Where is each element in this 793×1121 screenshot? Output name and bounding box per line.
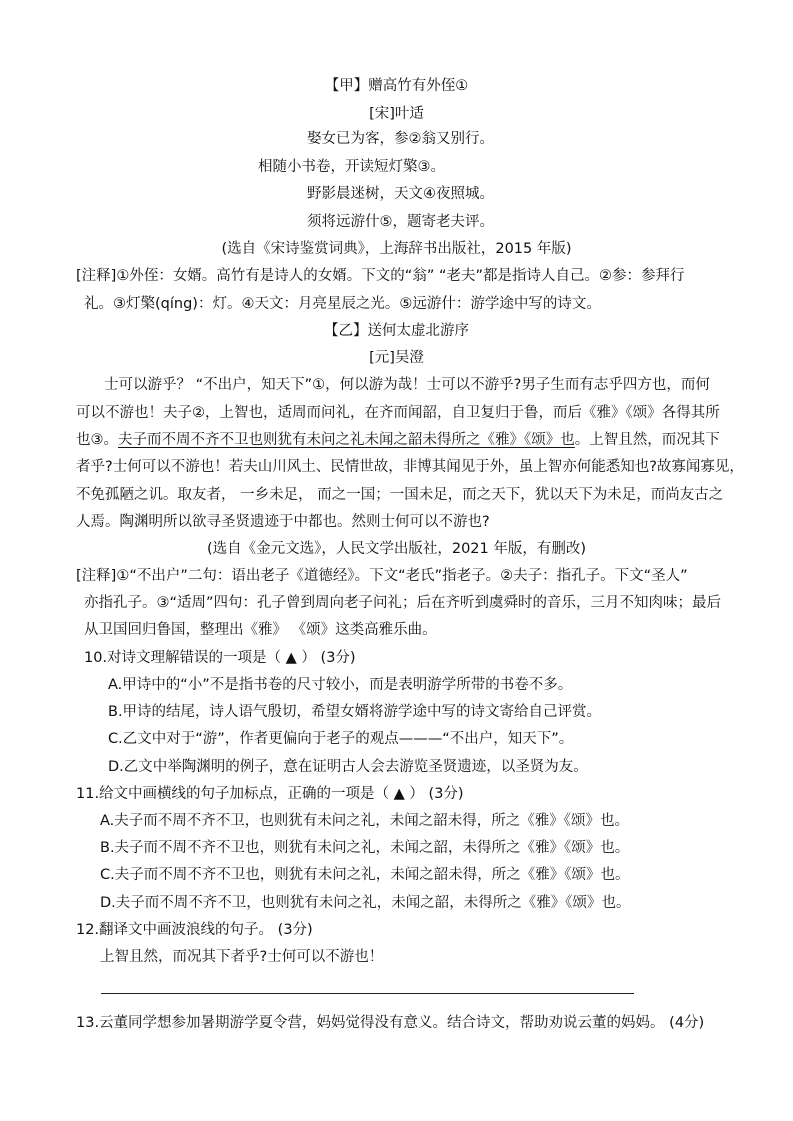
q11-option-d: D.夫子而不周不齐不卫，也则犹有未问之礼，未闻之韶，未得所之《雅》《颂》也。 <box>100 895 631 911</box>
poem-jia-line-1: 娶女已为客，参②翁又别行。 <box>307 131 494 147</box>
prose-yi-line-6: 人焉。陶渊明所以欲寻圣贤遗迹于中都也。然则士何可以不游也? <box>76 514 490 530</box>
prose-yi-title: 【乙】送何太虚北游序 <box>324 323 469 339</box>
q12-sentence: 上智且然，而况其下者乎?士何可以不游也！ <box>100 949 384 965</box>
answer-line[interactable] <box>101 993 634 994</box>
prose-yi-line-2: 可以不游也！夫子②，上智也，适周而问礼，在齐而闻韶，自卫复归于鲁，而后《雅》《颂》各得其所 <box>76 405 720 421</box>
q10-option-b: B.甲诗的结尾，诗人语气殷切，希望女婿将游学途中写的诗文寄给自己评赏。 <box>108 704 602 720</box>
poem-jia-author: [宋]叶适 <box>369 106 424 122</box>
q10-option-d: D.乙文中举陶渊明的例子，意在证明古人会去游览圣贤遗迹，以圣贤为友。 <box>108 759 588 775</box>
q11-option-b: B.夫子而不周不齐不卫也，则犹有未问之礼，未闻之韶，未得所之《雅》《颂》也。 <box>100 840 630 856</box>
poem-jia-line-3: 野影晨迷树，天文④夜照城。 <box>307 186 494 202</box>
q11-stem: 11.给文中画横线的句子加标点，正确的一项是（ ▲ ） (3分) <box>76 786 464 802</box>
poem-jia-note-line-2: 礼。③灯檠(qíng)：灯。④天文：月亮星辰之光。⑤远游什：游学途中写的诗文。 <box>84 296 601 312</box>
poem-jia-line-4: 须将远游什⑤，题寄老夫评。 <box>307 214 494 230</box>
poem-jia-source: (选自《宋诗鉴赏词典》，上海辞书出版社，2015 年版) <box>221 241 572 257</box>
prose-yi-line-4: 者乎?士何可以不游也！若夫山川风土、民情世故，非博其闻见于外，虽上智亦何能悉知也?故寡闻寡见， <box>76 459 744 475</box>
poem-jia-line-2: 相随小书卷，开读短灯檠③。 <box>258 159 445 175</box>
prose-yi-note-line-2: 亦指孔子。③“适周”四句：孔子曾到周向老子问礼；后在齐听到虞舜时的音乐，三月不知肉味；最后 <box>84 595 722 611</box>
q11-option-c: C.夫子而不周不齐不卫也，则犹有未问之礼，未闻之韶未得，所之《雅》《颂》也。 <box>100 867 630 883</box>
q10-stem: 10.对诗文理解错误的一项是（ ▲ ） (3分) <box>84 650 356 666</box>
prose-yi-note-line-1: [注释]①“不出户”二句：语出老子《道德经》。下文“老氏”指老子。②夫子：指孔子。下文“圣人” <box>76 568 688 584</box>
prose-yi-author: [元]吴澄 <box>369 350 424 366</box>
q13-stem: 13.云董同学想参加暑期游学夏令营，妈妈觉得没有意义。结合诗文，帮助劝说云董的妈妈。 (4分) <box>76 1015 705 1031</box>
q11-option-a: A.夫子而不周不齐不卫，也则犹有未问之礼，未闻之韶未得，所之《雅》《颂》也。 <box>100 813 630 829</box>
prose-yi-line-3 <box>76 430 720 450</box>
poem-jia-title: 【甲】赠高竹有外侄① <box>324 78 469 94</box>
q12-stem: 12.翻译文中画波浪线的句子。 (3分) <box>76 922 313 938</box>
q10-option-c: C.乙文中对于“游”，作者更偏向于老子的观点———“不出户，知天下”。 <box>108 731 574 747</box>
q10-option-a: A.甲诗中的“小”不是指书卷的尺寸较小，而是表明游学所带的书卷不多。 <box>108 677 573 693</box>
prose-yi-source: (选自《金元文选》，人民文学出版社，2021 年版，有删改) <box>206 541 587 557</box>
prose-yi-line-3-end: 。上智且然，而况其下 <box>574 432 720 448</box>
poem-jia-note-line-1: [注释]①外侄：女婿。高竹有是诗人的女婿。下文的“翁” “老夫”都是指诗人自己。②参：参拜行 <box>76 268 685 284</box>
underlined-sentence: 夫子而不周不齐不卫也则犹有未问之礼未闻之韶未得所之《雅》《颂》也 <box>118 432 575 448</box>
prose-yi-line-1: 士可以游乎？ “不出户，知天下”①，何以游为哉！士可以不游乎?男子生而有志乎四方也，而何 <box>104 377 710 393</box>
prose-yi-line-3-start: 也③。 <box>76 432 118 448</box>
prose-yi-note-line-3: 从卫国回归鲁国，整理出《雅》 《颂》这类高雅乐曲。 <box>84 622 437 638</box>
prose-yi-line-5: 不免孤陋之讥。取友者， 一乡未足， 而之一国；一国未足，而之天下，犹以天下为未足，而尚友古之 <box>76 487 724 503</box>
